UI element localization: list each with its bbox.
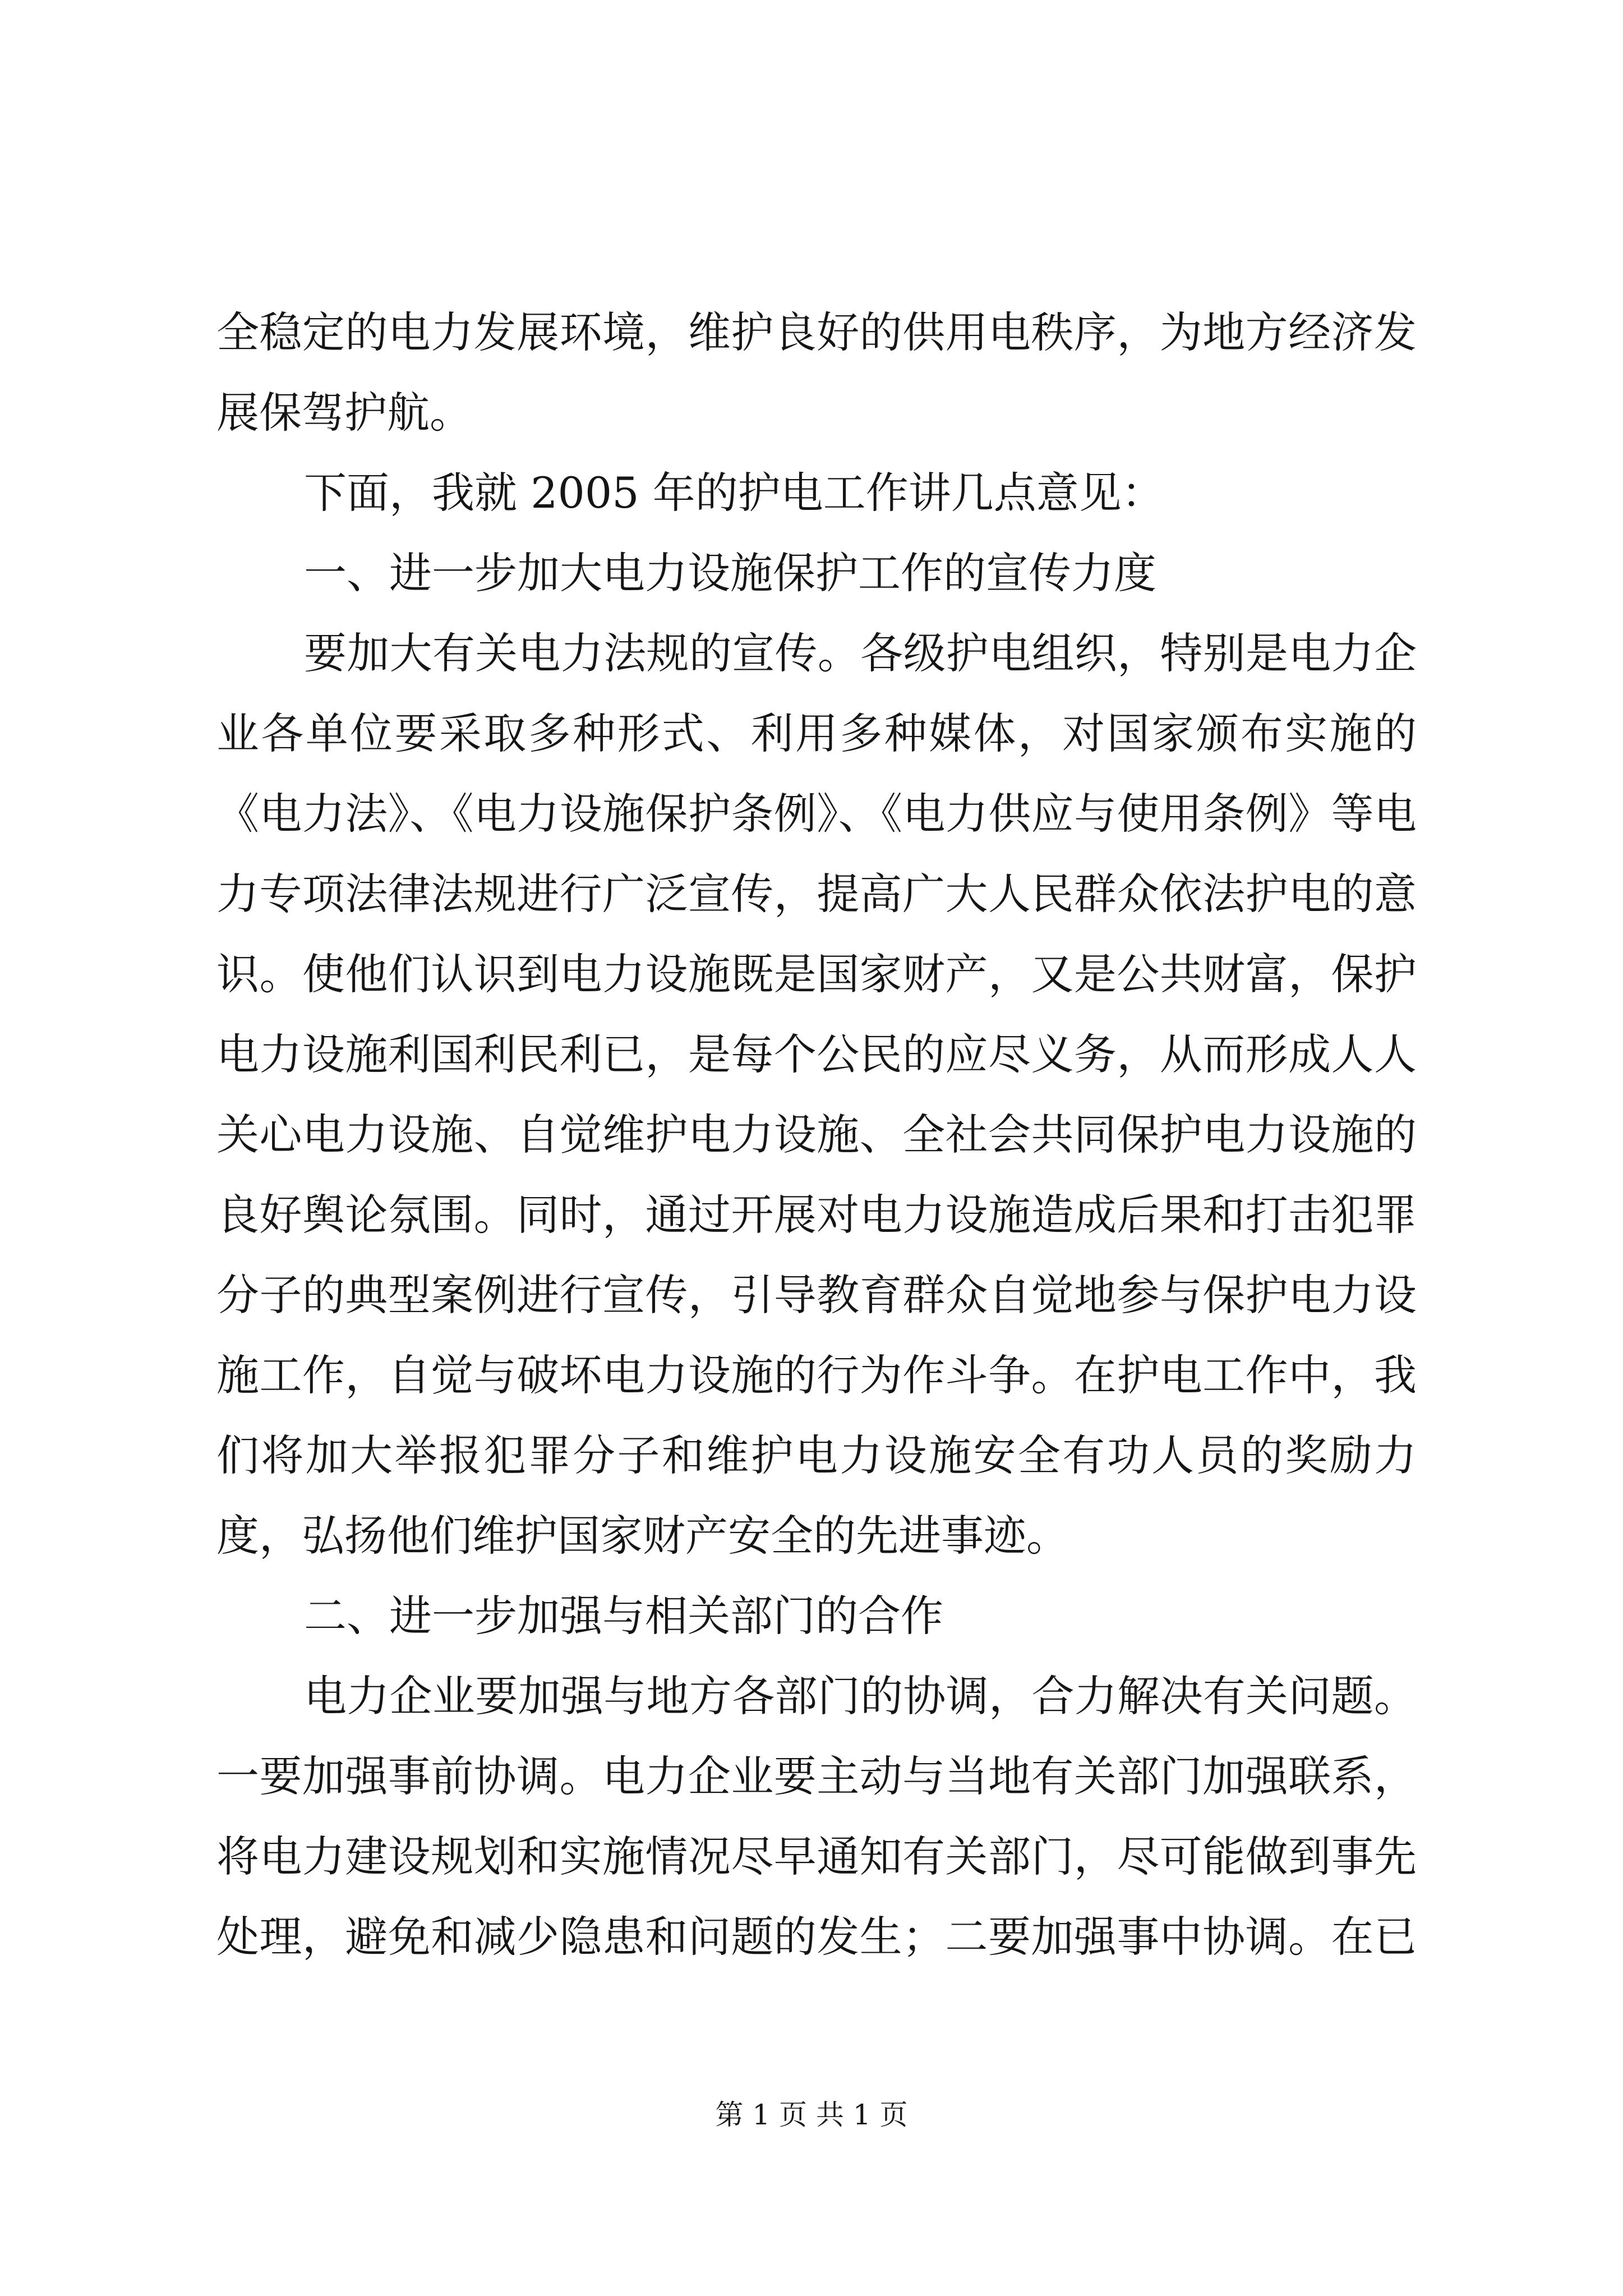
- text-line: 一、进一步加大电力设施保护工作的宣传力度: [304, 548, 1156, 598]
- text-line: 识。使他们认识到电力设施既是国家财产，又是公共财富，保护: [216, 949, 1417, 999]
- text-line: 将电力建设规划和实施情况尽早通知有关部门，尽可能做到事先: [216, 1832, 1417, 1881]
- text-line: 业各单位要采取多种形式、利用多种媒体，对国家颁布实施的: [216, 708, 1417, 758]
- text-line: 一要加强事前协调。电力企业要主动与当地有关部门加强联系，: [216, 1751, 1417, 1801]
- text-line: 二、进一步加强与相关部门的合作: [304, 1591, 943, 1641]
- text-line: 们将加大举报犯罪分子和维护电力设施安全有功人员的奖励力: [216, 1430, 1417, 1480]
- text-line: 展保驾护航。: [216, 388, 472, 438]
- text-line: 电力设施利国利民利已，是每个公民的应尽义务，从而形成人人: [216, 1029, 1417, 1079]
- text-line: 关心电力设施、自觉维护电力设施、全社会共同保护电力设施的: [216, 1110, 1417, 1159]
- page-footer: 第 1 页 共 1 页: [715, 2099, 908, 2131]
- paragraph: [216, 453, 1417, 533]
- text-line: 施工作，自觉与破坏电力设施的行为作斗争。在护电工作中，我: [216, 1350, 1417, 1400]
- text-line: 良好舆论氛围。同时，通过开展对电力设施造成后果和打击犯罪: [216, 1190, 1417, 1240]
- text-line: 电力企业要加强与地方各部门的协调，合力解决有关问题。: [304, 1671, 1417, 1721]
- text-line: 全稳定的电力发展环境，维护良好的供用电秩序，为地方经济发: [216, 307, 1417, 357]
- paragraph: [216, 613, 1417, 1576]
- text-line: 《电力法》、《电力设施保护条例》、《电力供应与使用条例》等电: [216, 789, 1417, 839]
- text-line: 要加大有关电力法规的宣传。各级护电组织，特别是电力企: [304, 628, 1417, 678]
- paragraph: [216, 533, 1417, 613]
- text-line: 分子的典型案例进行宣传，引导教育群众自觉地参与保护电力设: [216, 1270, 1417, 1320]
- document-body: [216, 292, 1417, 1977]
- paragraph: [216, 292, 1417, 453]
- text-line: 力专项法律法规进行广泛宣传，提高广大人民群众依法护电的意: [216, 869, 1417, 919]
- paragraph: [216, 1576, 1417, 1656]
- paragraph: [216, 1656, 1417, 1977]
- text-line: 度，弘扬他们维护国家财产安全的先进事迹。: [216, 1511, 1069, 1561]
- text-line: 下面，我就 2005 年的护电工作讲几点意见：: [304, 468, 1164, 518]
- text-line: 处理，避免和减少隐患和问题的发生；二要加强事中协调。在已: [216, 1912, 1417, 1962]
